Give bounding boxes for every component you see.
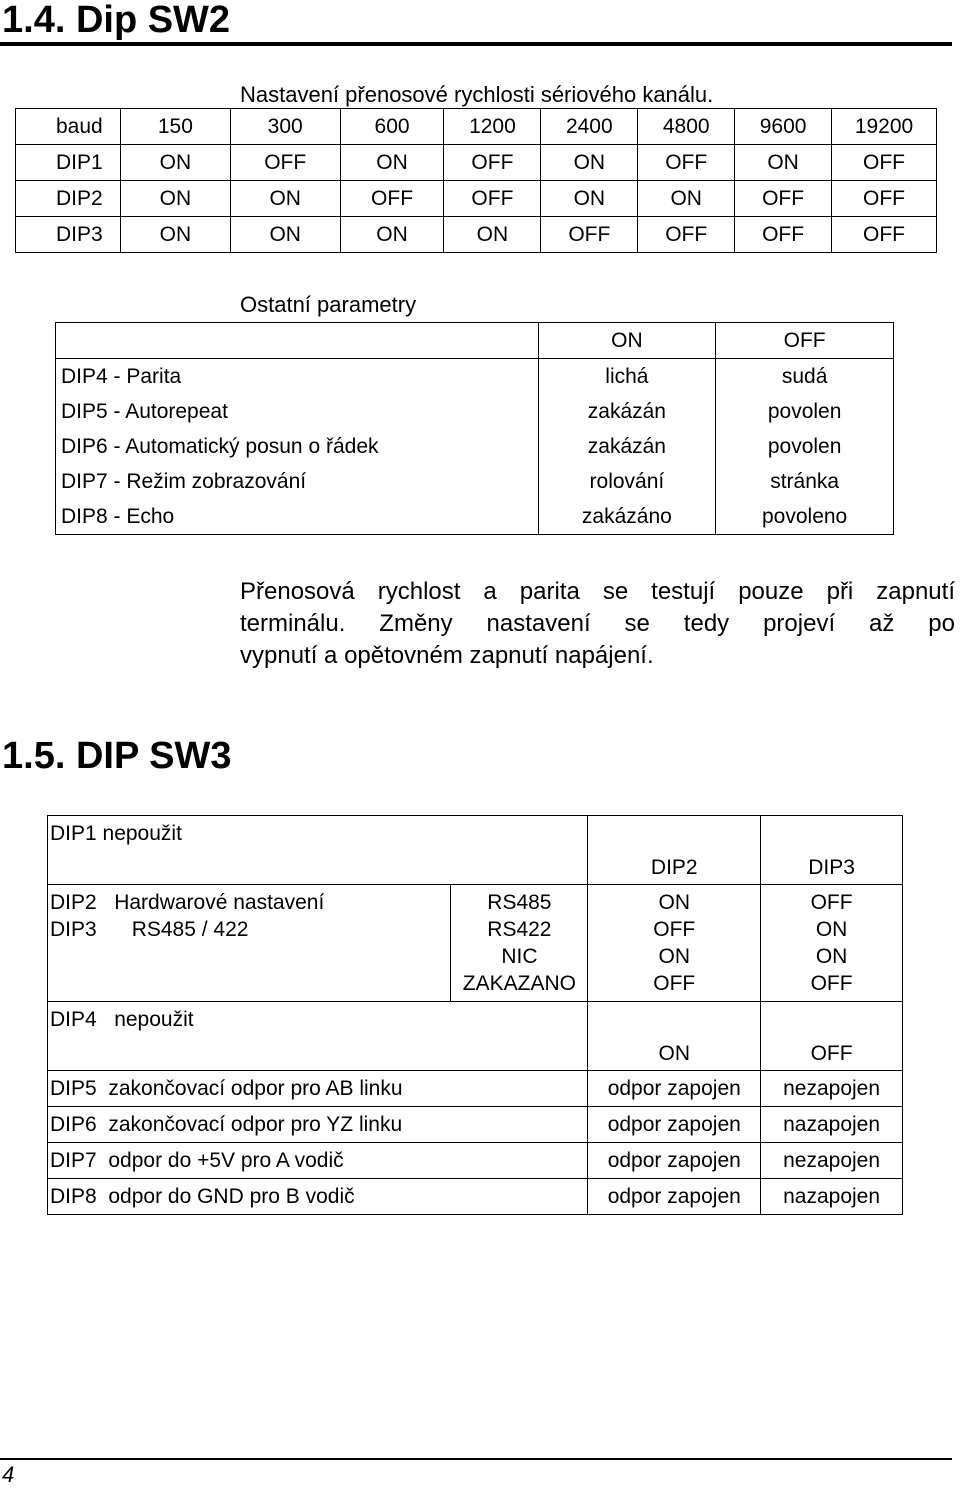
params-row — [56, 464, 894, 499]
sw3-resistor-row — [48, 1179, 903, 1215]
sw3-empty-cell — [588, 1002, 761, 1037]
params-on-value: lichá — [538, 359, 716, 395]
baud-cell: ON — [541, 145, 638, 181]
params-on-value: zakázán — [538, 394, 716, 429]
resistor-label: DIP6 zakončovací odpor pro YZ linku — [48, 1107, 588, 1143]
baud-cell: OFF — [541, 217, 638, 253]
resistor-label: DIP7 odpor do +5V pro A vodič — [48, 1143, 588, 1179]
baud-cell: OFF — [638, 217, 735, 253]
resistor-on-value: odpor zapojen — [588, 1143, 761, 1179]
params-off-value: povoleno — [716, 499, 894, 535]
params-on-value: zakázáno — [538, 499, 716, 535]
params-label: DIP4 - Parita — [56, 359, 539, 395]
sw3-resistor-row — [48, 1107, 903, 1143]
params-label: DIP8 - Echo — [56, 499, 539, 535]
note-line: terminálu. Změny nastavení se tedy projeví až po — [240, 610, 955, 637]
baud-cell: ON — [541, 181, 638, 217]
hw-mode: ZAKAZANO — [462, 972, 576, 995]
sw3-empty-cell — [761, 816, 903, 851]
params-header-empty — [56, 323, 539, 359]
baud-cell: ON — [444, 217, 541, 253]
baud-cell: 2400 — [541, 109, 638, 145]
sw3-empty-cell — [761, 1002, 903, 1037]
baud-cell: OFF — [832, 217, 937, 253]
baud-row-label: DIP3 — [16, 217, 121, 253]
note-line: vypnutí a opětovném zapnutí napájení. — [240, 642, 654, 669]
baud-cell: OFF — [735, 217, 832, 253]
params-label: DIP5 - Autorepeat — [56, 394, 539, 429]
hw-dip2-value: OFF — [653, 918, 696, 941]
baud-cell: OFF — [638, 145, 735, 181]
params-off-value: stránka — [716, 464, 894, 499]
sw3-off-label: OFF — [761, 1036, 903, 1071]
baud-cell: ON — [735, 145, 832, 181]
baud-row-label: DIP2 — [16, 181, 121, 217]
hw-dip3-value: ON — [815, 945, 848, 968]
sw3-row-dip1 — [48, 816, 903, 851]
hw-dip2-value: ON — [658, 891, 690, 914]
params-caption: Ostatní parametry — [240, 292, 417, 317]
resistor-on-value: odpor zapojen — [588, 1107, 761, 1143]
params-header-row — [56, 323, 894, 359]
baud-cell: OFF — [832, 145, 937, 181]
params-off-value: povolen — [716, 394, 894, 429]
resistor-label: DIP8 odpor do GND pro B vodič — [48, 1179, 588, 1215]
hw-mode: RS485 — [487, 891, 552, 914]
params-off-value: povolen — [716, 429, 894, 464]
baud-cell: ON — [120, 217, 230, 253]
baud-cell: ON — [120, 181, 230, 217]
baud-cell: OFF — [735, 181, 832, 217]
heading-rule — [0, 42, 952, 46]
baud-cell: ON — [340, 145, 444, 181]
resistor-off-value: nazapojen — [761, 1107, 903, 1143]
params-label: DIP6 - Automatický posun o řádek — [56, 429, 539, 464]
resistor-on-value: odpor zapojen — [588, 1071, 761, 1107]
sw3-hw-dip3 — [761, 885, 903, 1002]
baud-cell: ON — [120, 145, 230, 181]
resistor-off-value: nezapojen — [761, 1071, 903, 1107]
baud-cell: ON — [340, 217, 444, 253]
resistor-label: DIP5 zakončovací odpor pro AB linku — [48, 1071, 588, 1107]
baud-cell: 150 — [120, 109, 230, 145]
hw-dip2-value: ON — [658, 945, 690, 968]
params-row — [56, 429, 894, 464]
params-off-value: sudá — [716, 359, 894, 395]
sw3-hw-label-line1: DIP2 Hardwarové nastavení — [50, 891, 325, 914]
baud-row — [16, 145, 937, 181]
sw3-col-dip3: DIP3 — [761, 850, 903, 885]
params-on-value: zakázán — [538, 429, 716, 464]
params-table — [55, 322, 894, 535]
sw3-hw-label — [48, 885, 451, 1002]
sw3-hw-label-line2: DIP3 RS485 / 422 — [50, 918, 249, 941]
params-row — [56, 359, 894, 395]
resistor-off-value: nezapojen — [761, 1143, 903, 1179]
hw-dip3-value: OFF — [810, 972, 853, 995]
resistor-off-value: nazapojen — [761, 1179, 903, 1215]
baud-row-label: baud — [16, 109, 121, 145]
baud-cell: OFF — [230, 145, 340, 181]
sw3-resistor-row — [48, 1143, 903, 1179]
baud-cell: ON — [638, 181, 735, 217]
baud-cell: 600 — [340, 109, 444, 145]
sw3-dip4-label: DIP4 nepoužit — [48, 1002, 588, 1037]
hw-dip3-value: ON — [815, 918, 848, 941]
baud-cell: ON — [230, 217, 340, 253]
baud-row — [16, 181, 937, 217]
sw3-empty-cell — [48, 850, 588, 885]
sw3-hw-dip2 — [588, 885, 761, 1002]
section-heading-dip-sw3: 1.5. DIP SW3 — [2, 735, 232, 777]
params-row — [56, 499, 894, 535]
hw-mode: RS422 — [487, 918, 552, 941]
hw-mode: NIC — [501, 945, 538, 968]
baud-caption: Nastavení přenosové rychlosti sériového kanálu. — [240, 82, 714, 107]
baud-row — [16, 217, 937, 253]
sw3-row-dip4 — [48, 1002, 903, 1037]
baud-cell: 19200 — [832, 109, 937, 145]
sw3-dip1-label: DIP1 nepoužit — [48, 816, 588, 851]
sw3-col-dip2: DIP2 — [588, 850, 761, 885]
baud-cell: 9600 — [735, 109, 832, 145]
baud-cell: OFF — [444, 145, 541, 181]
params-label: DIP7 - Režim zobrazování — [56, 464, 539, 499]
baud-cell: 1200 — [444, 109, 541, 145]
baud-cell: OFF — [832, 181, 937, 217]
baud-rate-table — [15, 108, 937, 253]
hw-dip3-value: OFF — [810, 891, 853, 914]
sw3-row-onoff — [48, 1036, 903, 1071]
baud-cell: ON — [230, 181, 340, 217]
dip-sw3-table — [47, 815, 903, 1215]
baud-cell: 4800 — [638, 109, 735, 145]
sw3-empty-cell — [588, 816, 761, 851]
sw3-hw-modes — [451, 885, 588, 1002]
footer-rule — [0, 1458, 952, 1460]
baud-cell: 300 — [230, 109, 340, 145]
sw3-row-colheads — [48, 850, 903, 885]
params-header-on: ON — [538, 323, 716, 359]
page-number: 4 — [2, 1462, 15, 1487]
params-on-value: rolování — [538, 464, 716, 499]
section-heading-dip-sw2: 1.4. Dip SW2 — [2, 0, 231, 41]
baud-header-row — [16, 109, 937, 145]
sw3-on-label: ON — [588, 1036, 761, 1071]
baud-row-label: DIP1 — [16, 145, 121, 181]
hw-dip2-value: OFF — [653, 972, 696, 995]
baud-cell: OFF — [340, 181, 444, 217]
sw3-row-hardware — [48, 885, 903, 1002]
note-paragraph — [240, 576, 955, 672]
params-row — [56, 394, 894, 429]
sw3-empty-cell — [48, 1036, 588, 1071]
params-header-off: OFF — [716, 323, 894, 359]
note-line: Přenosová rychlost a parita se testují pouze při zapnutí — [240, 578, 955, 605]
baud-cell: OFF — [444, 181, 541, 217]
sw3-resistor-row — [48, 1071, 903, 1107]
resistor-on-value: odpor zapojen — [588, 1179, 761, 1215]
